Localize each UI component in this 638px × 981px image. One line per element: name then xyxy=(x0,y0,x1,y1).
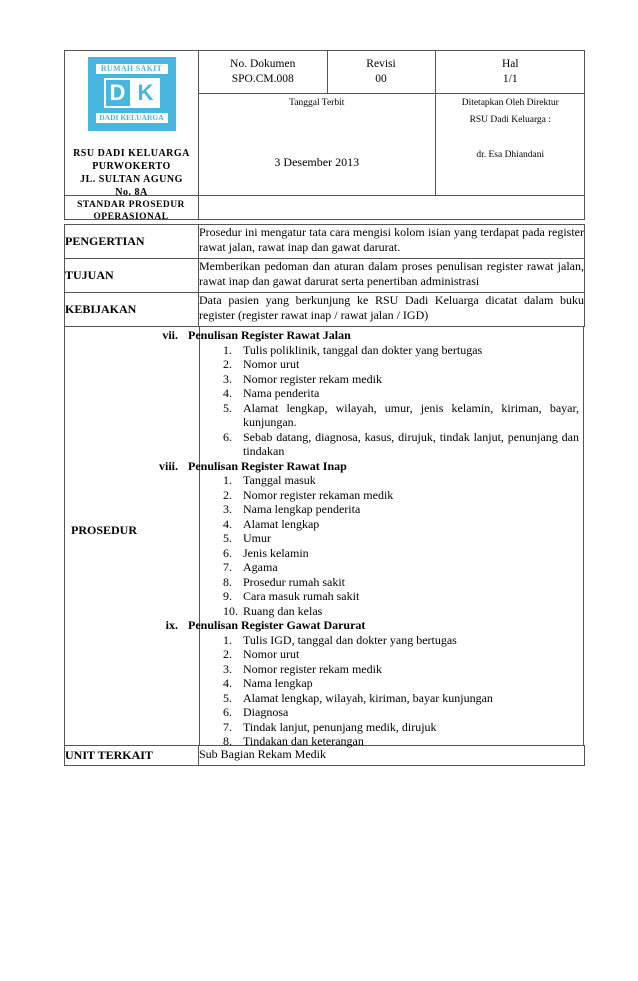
procedure-step: 9. Cara masuk rumah sakit xyxy=(223,589,360,603)
kebijakan-text: Data pasien yang berkunjung ke RSU Dadi Keluarga dicatat dalam buku register (register rawat inap / rawat jalan / IGD) xyxy=(199,293,585,327)
revision-cell xyxy=(327,51,435,93)
procedure-step-text: Alamat lengkap, wilayah, umur, jenis kelamin, kiriman, bayar, kunjungan. xyxy=(243,400,579,429)
procedure-step-text: Tindak lanjut, penunjang medik, dirujuk xyxy=(243,719,437,734)
procedure-step-text: Nomor register rekam medik xyxy=(243,661,382,676)
prosedur-content xyxy=(65,328,585,749)
unit-label: UNIT TERKAIT xyxy=(65,746,199,766)
institution-number: No. 8A xyxy=(115,187,148,198)
sop-title-box xyxy=(64,195,198,222)
procedure-step-text: Nama lengkap penderita xyxy=(243,502,361,516)
procedure-step: 6. Sebab datang, diagnosa, kasus, dirujuk, tindak lanjut, penunjang dan tindakan xyxy=(223,429,579,458)
tujuan-label: TUJUAN xyxy=(65,259,199,293)
section-title: Penulisan Register Gawat Darurat xyxy=(188,618,366,632)
logo-letter-d: D xyxy=(106,80,130,106)
procedure-step-text: Umur xyxy=(243,531,271,545)
procedure-step-text: Alamat lengkap xyxy=(243,516,320,531)
procedure-step-text: Sebab datang, diagnosa, kasus, dirujuk, tindak lanjut, penunjang dan tindakan xyxy=(243,429,579,458)
institution-name: RSU DADI KELUARGA xyxy=(73,148,190,159)
procedure-step-text: Alamat lengkap, wilayah, kiriman, bayar kunjungan xyxy=(243,690,493,705)
procedure-step-text: Jenis kelamin xyxy=(243,545,309,560)
issue-date-cell xyxy=(199,93,435,195)
approval-label: Ditetapkan Oleh Direktur xyxy=(461,97,559,108)
section-title: Penulisan Register Rawat Inap xyxy=(188,458,347,473)
procedure-step: 8. Tindakan dan keterangan xyxy=(223,734,364,748)
procedure-step: 6. Jenis kelamin xyxy=(223,545,309,560)
procedure-step: 2. Nomor urut xyxy=(223,357,300,371)
procedure-step: 4. Nama lengkap xyxy=(223,676,313,690)
doc-number-cell xyxy=(199,51,327,93)
prosedur-label: PROSEDUR xyxy=(71,523,138,537)
section-number: vii. xyxy=(162,328,178,342)
pengertian-text: Prosedur ini mengatur tata cara mengisi kolom isian yang terdapat pada register rawat jalan, rawat inap dan gawat darurat. xyxy=(199,225,585,259)
procedure-step: 7. Tindak lanjut, penunjang medik, dirujuk xyxy=(223,719,437,734)
procedure-step: 6. Diagnosa xyxy=(223,705,289,719)
procedure-step: 5. Alamat lengkap, wilayah, umur, jenis kelamin, kiriman, bayar, kunjungan. xyxy=(223,400,579,429)
procedure-step: 3. Nomor register rekam medik xyxy=(223,661,382,676)
institution-city: PURWOKERTO xyxy=(92,161,171,172)
sop-title-line-1: STANDAR PROSEDUR xyxy=(77,200,185,210)
prosedur-block xyxy=(64,327,584,746)
logo-bottom-text: DADI KELUARGA xyxy=(96,113,168,123)
procedure-step-text: Tulis IGD, tanggal dan dokter yang bertugas xyxy=(243,632,457,647)
procedure-step-text: Nama penderita xyxy=(243,386,320,400)
sop-title-line-2: OPERASIONAL xyxy=(93,212,169,222)
page-label: Hal xyxy=(501,58,519,70)
procedure-step-text: Agama xyxy=(243,560,278,574)
procedure-step-text: Nomor register rekaman medik xyxy=(243,487,394,502)
institution-street: JL. SULTAN AGUNG xyxy=(80,174,183,185)
procedure-step: 1. Tulis IGD, tanggal dan dokter yang bertugas xyxy=(223,632,457,647)
procedure-step-text: Nama lengkap xyxy=(243,676,313,690)
procedure-step: 4. Alamat lengkap xyxy=(223,516,320,531)
sop-document xyxy=(64,50,586,766)
procedure-step-text: Ruang dan kelas xyxy=(243,603,323,618)
kebijakan-label: KEBIJAKAN xyxy=(65,293,199,327)
procedure-step: 1. Tanggal masuk xyxy=(223,473,316,487)
procedure-step-text: Prosedur rumah sakit xyxy=(243,574,345,589)
logo-top-text: RUMAH SAKIT xyxy=(96,64,168,74)
procedure-step: 3. Nomor register rekam medik xyxy=(223,371,382,386)
procedure-step: 3. Nama lengkap penderita xyxy=(223,502,361,516)
prosedur-section xyxy=(65,459,585,474)
section-number: ix. xyxy=(165,618,178,632)
procedure-step: 5. Umur xyxy=(223,531,271,545)
header-grid-cell xyxy=(199,51,585,220)
page-value: 1/1 xyxy=(502,73,518,85)
procedure-step: 10. Ruang dan kelas xyxy=(223,603,323,618)
procedure-step: 8. Prosedur rumah sakit xyxy=(223,574,345,589)
procedure-step: 5. Alamat lengkap, wilayah, kiriman, bayar kunjungan xyxy=(223,690,493,705)
procedure-step-text: Cara masuk rumah sakit xyxy=(243,589,360,603)
institution-info xyxy=(65,147,198,199)
prosedur-section xyxy=(65,328,585,343)
logo-letter-k: K xyxy=(137,80,154,105)
approval-name: dr. Esa Dhiandani xyxy=(476,149,545,160)
unit-text: Sub Bagian Rekam Medik xyxy=(199,746,585,766)
procedure-step-text: Tulis poliklinik, tanggal dan dokter yang bertugas xyxy=(243,342,483,357)
page-cell xyxy=(435,51,585,93)
issue-date-value: 3 Desember 2013 xyxy=(274,154,360,169)
procedure-step-text: Tindakan dan keterangan xyxy=(243,734,364,748)
approval-org: RSU Dadi Keluarga : xyxy=(469,114,551,125)
prosedur-section xyxy=(65,618,585,633)
procedure-step-text: Tanggal masuk xyxy=(243,473,316,487)
procedure-step-text: Diagnosa xyxy=(243,705,289,719)
procedure-step: 2. Nomor urut xyxy=(223,647,300,661)
procedure-step: 2. Nomor register rekaman medik xyxy=(223,487,394,502)
procedure-step: 1. Tulis poliklinik, tanggal dan dokter yang bertugas xyxy=(223,342,483,357)
procedure-step-text: Nomor urut xyxy=(243,647,300,661)
pengertian-label: PENGERTIAN xyxy=(65,225,199,259)
doc-number-value: SPO.CM.008 xyxy=(231,73,294,85)
section-number: viii. xyxy=(158,458,178,473)
section-title: Penulisan Register Rawat Jalan xyxy=(188,328,351,342)
doc-number-label: No. Dokumen xyxy=(230,58,296,70)
procedure-step-text: Nomor urut xyxy=(243,357,300,371)
issue-date-label: Tanggal Terbit xyxy=(289,97,345,108)
procedure-step: 7. Agama xyxy=(223,560,278,574)
approval-cell xyxy=(435,93,585,195)
content-table xyxy=(64,224,585,327)
hospital-logo xyxy=(88,57,176,131)
revision-label: Revisi xyxy=(366,58,396,70)
procedure-step: 4. Nama penderita xyxy=(223,386,320,400)
revision-value: 00 xyxy=(375,73,387,85)
tujuan-text: Memberikan pedoman dan aturan dalam proses penulisan register rawat jalan, rawat inap dan gawat darurat serta penertiban administrasi xyxy=(199,259,585,293)
procedure-step-text: Nomor register rekam medik xyxy=(243,371,382,386)
